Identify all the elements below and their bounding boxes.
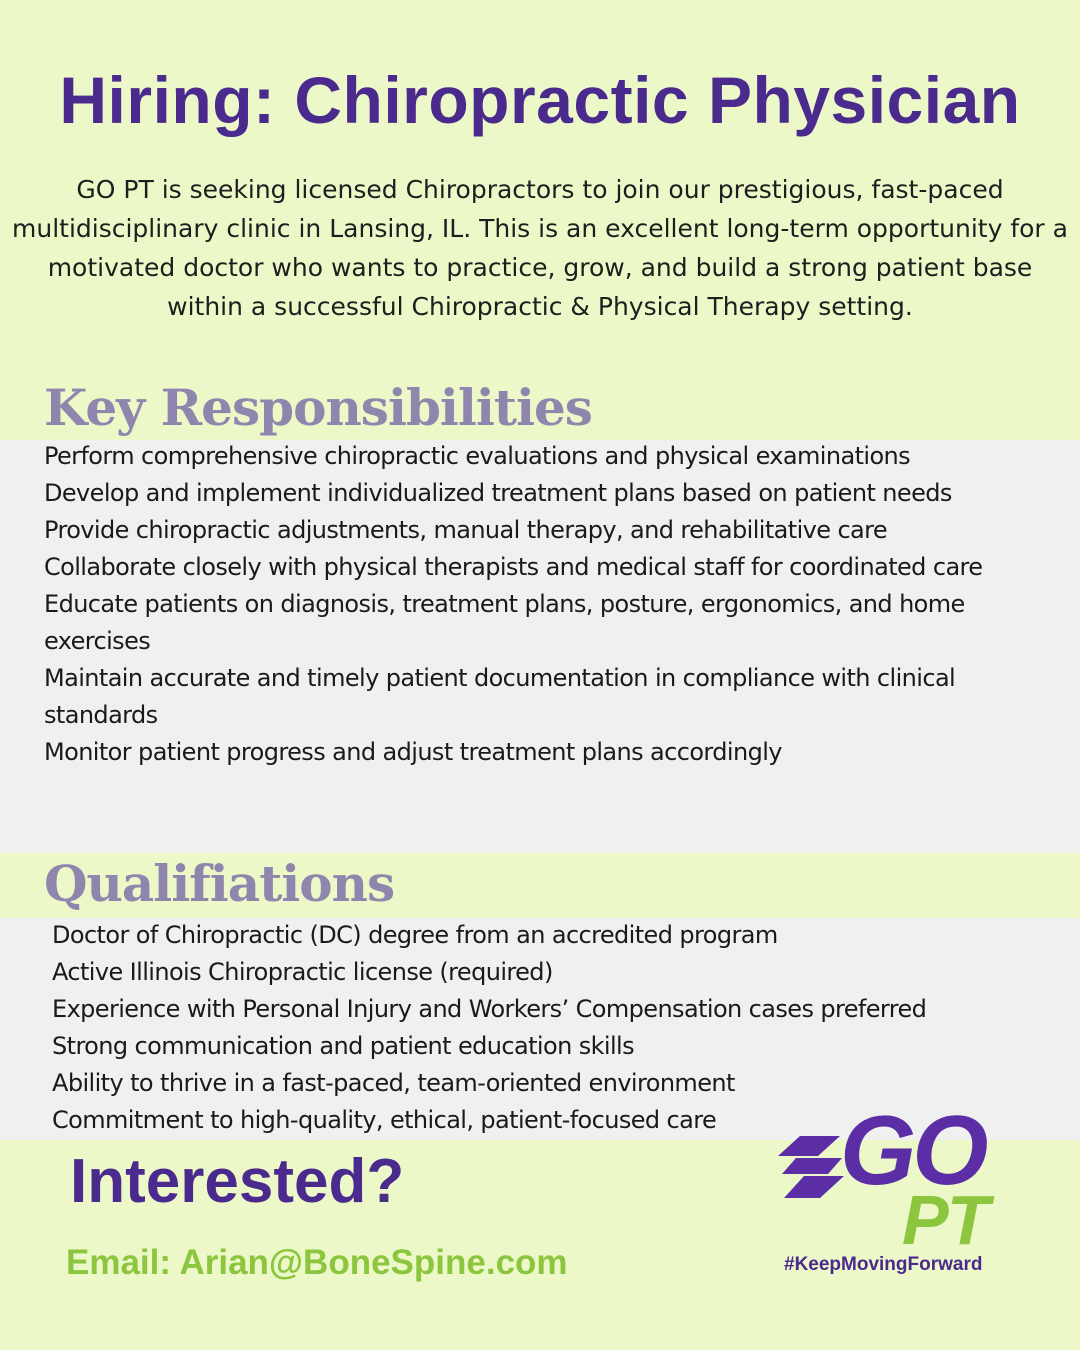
responsibilities-list — [44, 438, 1074, 771]
responsibility-item: Maintain accurate and timely patient documentation in compliance with clinical standards — [44, 664, 956, 729]
logo-pt-text: PT — [902, 1181, 988, 1259]
qualification-item: Active Illinois Chiropractic license (required) — [52, 958, 553, 986]
qualifications-heading: Qualifiations — [44, 854, 395, 913]
qualification-item: Doctor of Chiropractic (DC) degree from an accredited program — [52, 921, 778, 949]
interested-heading: Interested? — [70, 1147, 405, 1216]
responsibilities-heading: Key Responsibilities — [44, 378, 592, 437]
intro-paragraph: GO PT is seeking licensed Chiropractors to join our prestigious, fast-paced multidisciplinary clinic in Lansing, IL. This is an excellent long-term opportunity for a motivated doctor who wants to practice, grow, and build a strong patient base within a successful Chiropractic & Physical Therapy setting. — [12, 175, 1068, 321]
tagline: #KeepMovingForward — [784, 1254, 983, 1275]
contact-email[interactable]: Email: Arian@BoneSpine.com — [66, 1243, 568, 1282]
qualification-item: Ability to thrive in a fast-paced, team-oriented environment — [52, 1069, 735, 1097]
responsibility-item: Monitor patient progress and adjust treatment plans accordingly — [44, 738, 782, 766]
responsibility-item: Collaborate closely with physical therapists and medical staff for coordinated care — [44, 553, 983, 581]
responsibility-item: Educate patients on diagnosis, treatment plans, posture, ergonomics, and home exercises — [44, 590, 965, 655]
go-pt-logo — [778, 1095, 1028, 1280]
qualification-item: Experience with Personal Injury and Workers’ Compensation cases preferred — [52, 995, 927, 1023]
responsibility-item: Develop and implement individualized treatment plans based on patient needs — [44, 479, 952, 507]
page-title: Hiring: Chiropractic Physician — [59, 63, 1021, 137]
qualification-item: Commitment to high-quality, ethical, patient-focused care — [52, 1106, 717, 1134]
responsibility-item: Perform comprehensive chiropractic evaluations and physical examinations — [44, 442, 911, 470]
qualification-item: Strong communication and patient education skills — [52, 1032, 635, 1060]
responsibility-item: Provide chiropractic adjustments, manual therapy, and rehabilitative care — [44, 516, 888, 544]
logo-go-text: GO — [840, 1095, 985, 1205]
